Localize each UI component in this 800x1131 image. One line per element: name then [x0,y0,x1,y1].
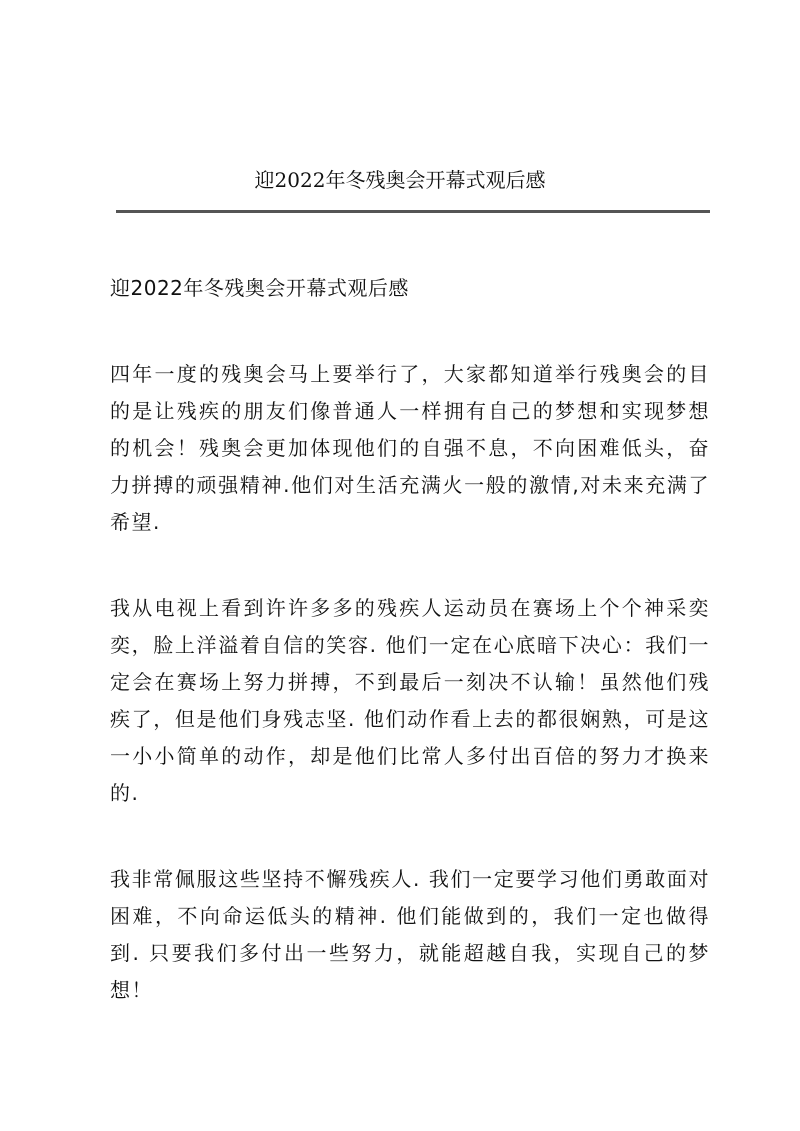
document-header-title: 迎2022年冬残奥会开幕式观后感 [254,168,546,192]
header-divider [116,210,710,213]
body-heading: 迎2022年冬残奥会开幕式观后感 [110,276,409,300]
paragraph-1: 四年一度的残奥会马上要举行了，大家都知道举行残奥会的目的是让残疾的朋友们像普通人一样拥有自己的梦想和实现梦想的机会！残奥会更加体现他们的自强不息，不向困难低头，奋力拼搏的顽强精神.他们对生活充满火一般的激情,对未来充满了希望. [110,362,710,534]
document-body [110,270,710,1058]
paragraph-3: 我非常佩服这些坚持不懈残疾人. 我们一定要学习他们勇敢面对困难，不向命运低头的精神. 他们能做到的，我们一定也做得到. 只要我们多付出一些努力，就能超越自我，实现自己的梦想！ [110,867,710,1002]
paragraph-2: 我从电视上看到许许多多的残疾人运动员在赛场上个个神采奕奕，脸上洋溢着自信的笑容. 他们一定在心底暗下决心：我们一定会在赛场上努力拼搏，不到最后一刻决不认输！虽然他们残疾了，但是他们身残志坚. 他们动作看上去的都很娴熟，可是这一小小简单的动作，却是他们比常人多付出百倍的努力才换来的. [110,596,710,805]
